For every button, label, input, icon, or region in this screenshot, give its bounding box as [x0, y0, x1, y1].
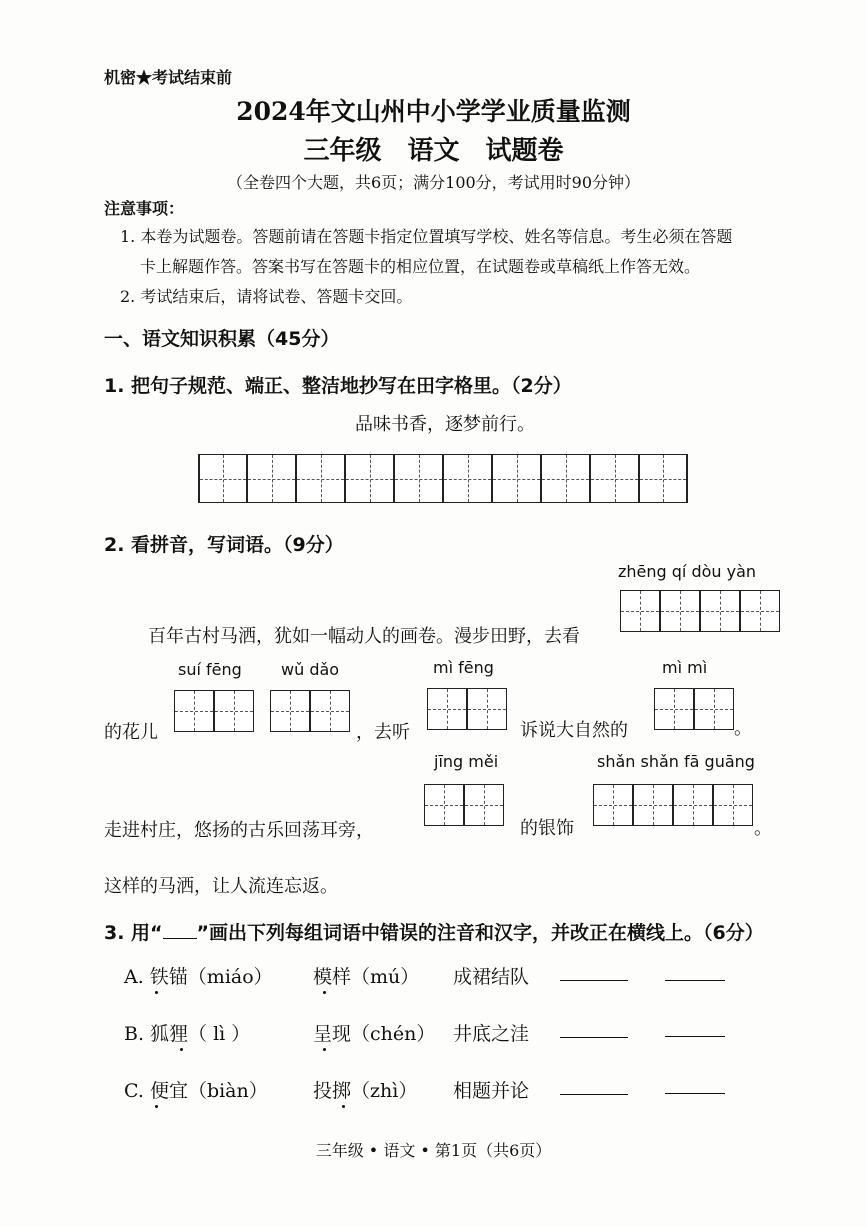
notice-heading: 注意事项：	[104, 199, 185, 218]
question-1-title: 1. 把句子规范、端正、整洁地抄写在田字格里。（2分）	[104, 375, 572, 397]
emphasis-dot	[323, 991, 326, 994]
q3-row-b-word-2: 呈现（chén）	[313, 1023, 436, 1045]
underline-sample	[163, 920, 197, 939]
q2-text-2: 的花儿	[104, 722, 158, 743]
emphasis-dot	[155, 1105, 158, 1108]
answer-grid-shanshanfaguang[interactable]	[593, 784, 753, 826]
tianzige-cell[interactable]	[620, 590, 660, 632]
exam-info: （全卷四个大题，共6页；满分100分，考试用时90分钟）	[226, 173, 641, 192]
q3-row-a-word-2: 模样（mú）	[313, 966, 420, 988]
tianzige-cell[interactable]	[443, 454, 492, 503]
tianzige-cell[interactable]	[633, 784, 673, 826]
answer-grid-mifeng[interactable]	[427, 688, 507, 730]
answer-blank[interactable]	[560, 1094, 628, 1095]
pinyin-shan-shan-fa-guang: shǎn shǎn fā guāng	[597, 752, 755, 771]
tianzige-cell[interactable]	[427, 688, 467, 730]
q3-row-c-word-2: 投掷（zhì）	[313, 1080, 418, 1102]
tianzige-cell[interactable]	[673, 784, 713, 826]
answer-grid-zhengqidouyan[interactable]	[620, 590, 780, 632]
question-1-sentence: 品味书香，逐梦前行。	[355, 414, 535, 435]
tianzige-cell[interactable]	[593, 784, 633, 826]
tianzige-cell[interactable]	[174, 690, 214, 732]
q2-text-5: 。	[734, 718, 752, 739]
tianzige-cell[interactable]	[700, 590, 740, 632]
q3-row-a-word-1: A. 铁锚（miáo）	[124, 966, 273, 988]
tianzige-cell[interactable]	[467, 688, 507, 730]
answer-blank[interactable]	[665, 1093, 725, 1094]
page-footer: 三年级 • 语文 • 第1页（共6页）	[315, 1141, 552, 1160]
notice-item-1-line-1: 1. 本卷为试题卷。答题前请在答题卡指定位置填写学校、姓名等信息。考生必须在答题	[120, 227, 733, 246]
tianzige-cell[interactable]	[694, 688, 734, 730]
answer-grid-jingmei[interactable]	[424, 784, 504, 826]
notice-item-1-line-2: 卡上解题作答。答案书写在答题卡的相应位置，在试题卷或草稿纸上作答无效。	[140, 257, 701, 276]
question-3-title-pre: 3. 用“	[104, 922, 163, 944]
q2-text-7: 的银饰	[520, 818, 574, 839]
answer-blank[interactable]	[665, 980, 725, 981]
confidential-label: 机密★考试结束前	[104, 68, 233, 87]
emphasis-dot	[323, 1048, 326, 1051]
notice-item-2: 2. 考试结束后，请将试卷、答题卡交回。	[120, 287, 413, 306]
tianzige-cell[interactable]	[541, 454, 590, 503]
answer-grid-suifeng[interactable]	[174, 690, 254, 732]
pinyin-mi-mi: mì mì	[662, 658, 708, 677]
tianzige-cell[interactable]	[713, 784, 753, 826]
q2-text-4: 诉说大自然的	[520, 720, 628, 741]
section-1-title: 一、语文知识积累（45分）	[104, 328, 340, 350]
q3-row-b-word-3: 井底之洼	[453, 1023, 530, 1045]
tianzige-cell[interactable]	[492, 454, 541, 503]
q2-text-1: 百年古村马洒，犹如一幅动人的画卷。漫步田野，去看	[148, 626, 580, 647]
tianzige-cell[interactable]	[247, 454, 296, 503]
pinyin-zheng-qi-dou-yan: zhēng qí dòu yàn	[618, 562, 757, 581]
answer-blank[interactable]	[560, 1037, 628, 1038]
tianzige-cell[interactable]	[464, 784, 504, 826]
pinyin-wu-dao: wǔ dǎo	[281, 660, 340, 679]
exam-subtitle: 三年级 语文 试题卷	[303, 136, 564, 166]
pinyin-sui-feng: suí fēng	[178, 660, 242, 679]
q3-row-c-word-1: C. 便宜（biàn）	[124, 1080, 268, 1102]
question-3-title-post: ”画出下列每组词语中错误的注音和汉字，并改正在横线上。（6分）	[196, 922, 764, 944]
answer-blank[interactable]	[665, 1036, 725, 1037]
pinyin-mi-feng: mì fēng	[433, 658, 494, 677]
tianzige-cell[interactable]	[270, 690, 310, 732]
tianzige-cell[interactable]	[424, 784, 464, 826]
tianzige-cell[interactable]	[214, 690, 254, 732]
pinyin-jing-mei: jīng měi	[434, 752, 499, 771]
tianzige-cell[interactable]	[660, 590, 700, 632]
q3-row-c-word-3: 相题并论	[453, 1080, 530, 1102]
tianzige-cell[interactable]	[310, 690, 350, 732]
tianzige-grid-q1[interactable]	[198, 454, 688, 503]
emphasis-dot	[155, 991, 158, 994]
tianzige-cell[interactable]	[394, 454, 443, 503]
tianzige-cell[interactable]	[198, 454, 247, 503]
q2-text-6: 走进村庄，悠扬的古乐回荡耳旁，	[104, 820, 374, 841]
q2-text-9: 这样的马洒，让人流连忘返。	[104, 876, 338, 897]
question-2-title: 2. 看拼音，写词语。（9分）	[104, 534, 344, 556]
question-3-title	[104, 918, 764, 945]
emphasis-dot	[180, 1048, 183, 1051]
tianzige-cell[interactable]	[345, 454, 394, 503]
answer-grid-mimi[interactable]	[654, 688, 734, 730]
answer-grid-wudao[interactable]	[270, 690, 350, 732]
q2-text-3: ，去听	[356, 722, 410, 743]
exam-title: 2024年文山州中小学学业质量监测	[236, 97, 631, 126]
tianzige-cell[interactable]	[740, 590, 780, 632]
tianzige-cell[interactable]	[590, 454, 639, 503]
tianzige-cell[interactable]	[296, 454, 345, 503]
q2-text-8: 。	[754, 818, 772, 839]
emphasis-dot	[342, 1105, 345, 1108]
tianzige-cell[interactable]	[639, 454, 688, 503]
answer-blank[interactable]	[560, 980, 628, 981]
q3-row-a-word-3: 成裙结队	[453, 966, 530, 988]
q3-row-b-word-1: B. 狐狸（ lì ）	[124, 1023, 251, 1045]
tianzige-cell[interactable]	[654, 688, 694, 730]
